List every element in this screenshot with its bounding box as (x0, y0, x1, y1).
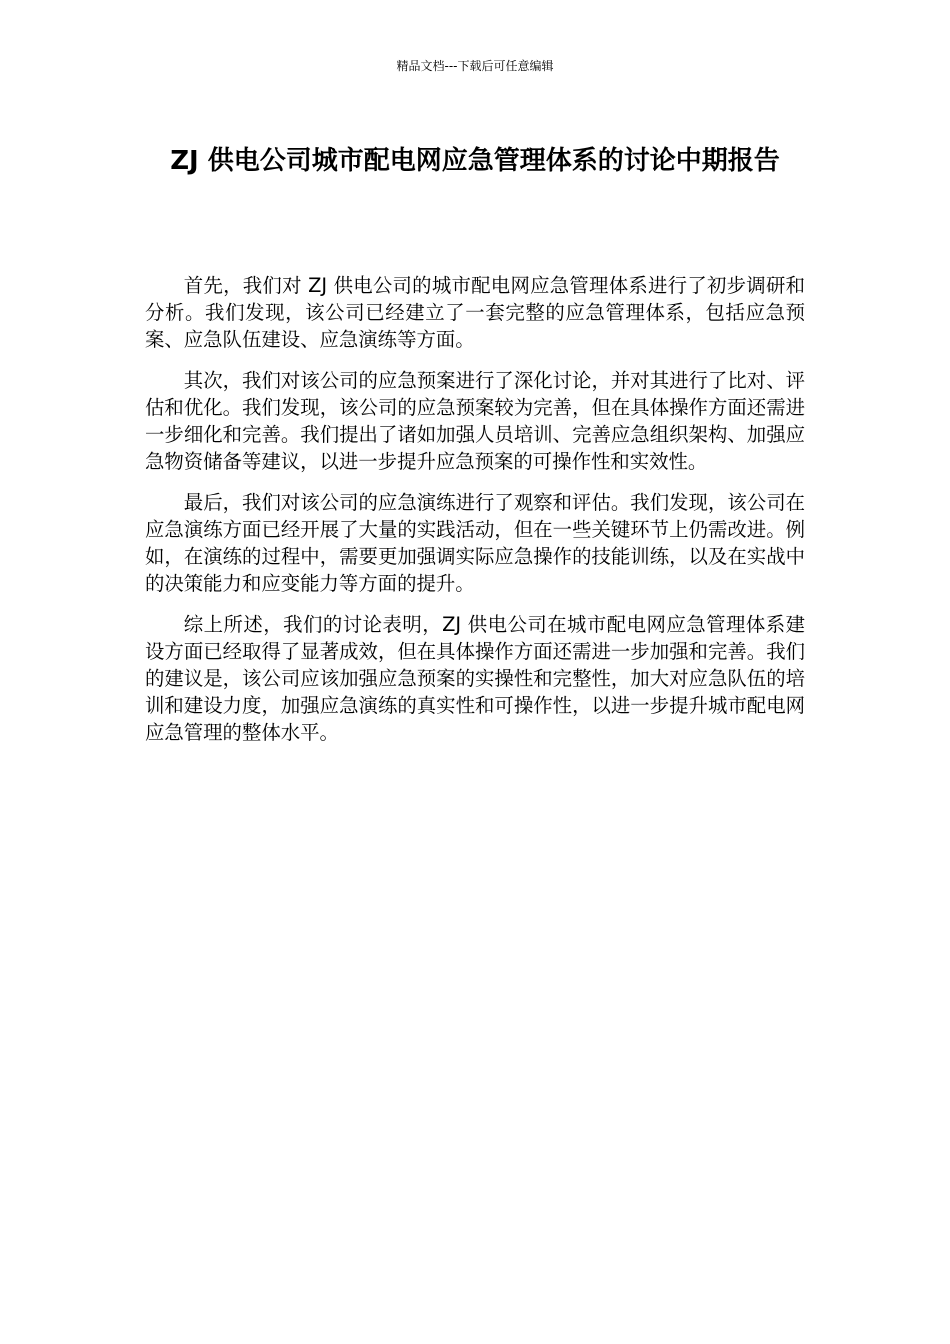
paragraph-3: 最后，我们对该公司的应急演练进行了观察和评估。我们发现，该公司在应急演练方面已经开展了大量的实践活动，但在一些关键环节上仍需改进。例如，在演练的过程中，需要更加强调实际应急操作的技能训练，以及在实战中的决策能力和应变能力等方面的提升。 (145, 491, 805, 595)
paragraph-2: 其次，我们对该公司的应急预案进行了深化讨论，并对其进行了比对、评估和优化。我们发现，该公司的应急预案较为完善，但在具体操作方面还需进一步细化和完善。我们提出了诸如加强人员培训、完善应急组织架构、加强应急物资储备等建议，以进一步提升应急预案的可操作性和实效性。 (145, 369, 805, 473)
paragraph-1: 首先，我们对 ZJ 供电公司的城市配电网应急管理体系进行了初步调研和分析。我们发现，该公司已经建立了一套完整的应急管理体系，包括应急预案、应急队伍建设、应急演练等方面。 (145, 274, 805, 351)
document-body (145, 272, 805, 760)
paragraph-4: 综上所述，我们的讨论表明，ZJ 供电公司在城市配电网应急管理体系建设方面已经取得了显著成效，但在具体操作方面还需进一步加强和完善。我们的建议是，该公司应该加强应急预案的实操性和完整性，加大对应急队伍的培训和建设力度，加强应急演练的真实性和可操作性，以进一步提升城市配电网应急管理的整体水平。 (145, 613, 805, 744)
header-note: 精品文档---下载后可任意编辑 (396, 59, 554, 73)
document-title: ZJ 供电公司城市配电网应急管理体系的讨论中期报告 (170, 146, 780, 176)
